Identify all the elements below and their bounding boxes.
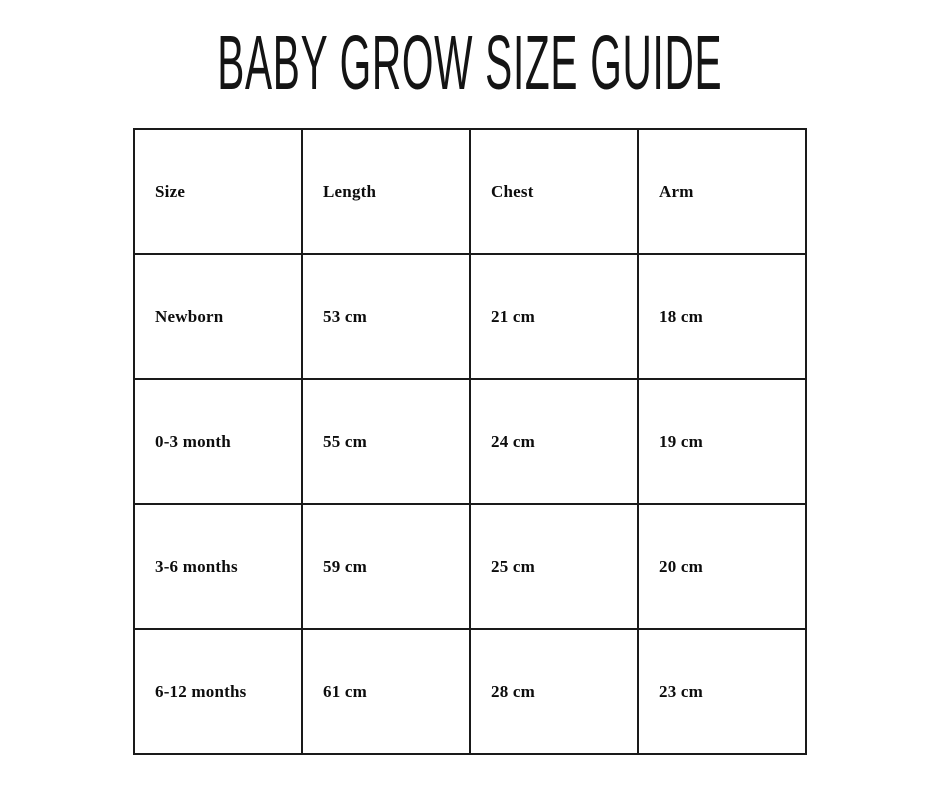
cell-size: 6-12 months [134,629,302,754]
column-header-chest: Chest [470,129,638,254]
table-header-row [134,129,806,254]
cell-size: 0-3 month [134,379,302,504]
cell-chest: 24 cm [470,379,638,504]
cell-arm: 20 cm [638,504,806,629]
page-title-wrap [0,0,940,114]
table-row-6-12-months [134,629,806,754]
cell-size: 3-6 months [134,504,302,629]
column-header-arm: Arm [638,129,806,254]
table-row-3-6-months [134,504,806,629]
column-header-size: Size [134,129,302,254]
cell-chest: 25 cm [470,504,638,629]
cell-arm: 19 cm [638,379,806,504]
cell-chest: 28 cm [470,629,638,754]
cell-arm: 23 cm [638,629,806,754]
cell-size: Newborn [134,254,302,379]
table-row-0-3-month [134,379,806,504]
cell-length: 55 cm [302,379,470,504]
table-row-newborn [134,254,806,379]
cell-length: 59 cm [302,504,470,629]
cell-length: 53 cm [302,254,470,379]
cell-chest: 21 cm [470,254,638,379]
cell-arm: 18 cm [638,254,806,379]
size-guide-table [133,128,807,755]
page-title: BABY GROW SIZE GUIDE [217,19,723,106]
column-header-length: Length [302,129,470,254]
cell-length: 61 cm [302,629,470,754]
